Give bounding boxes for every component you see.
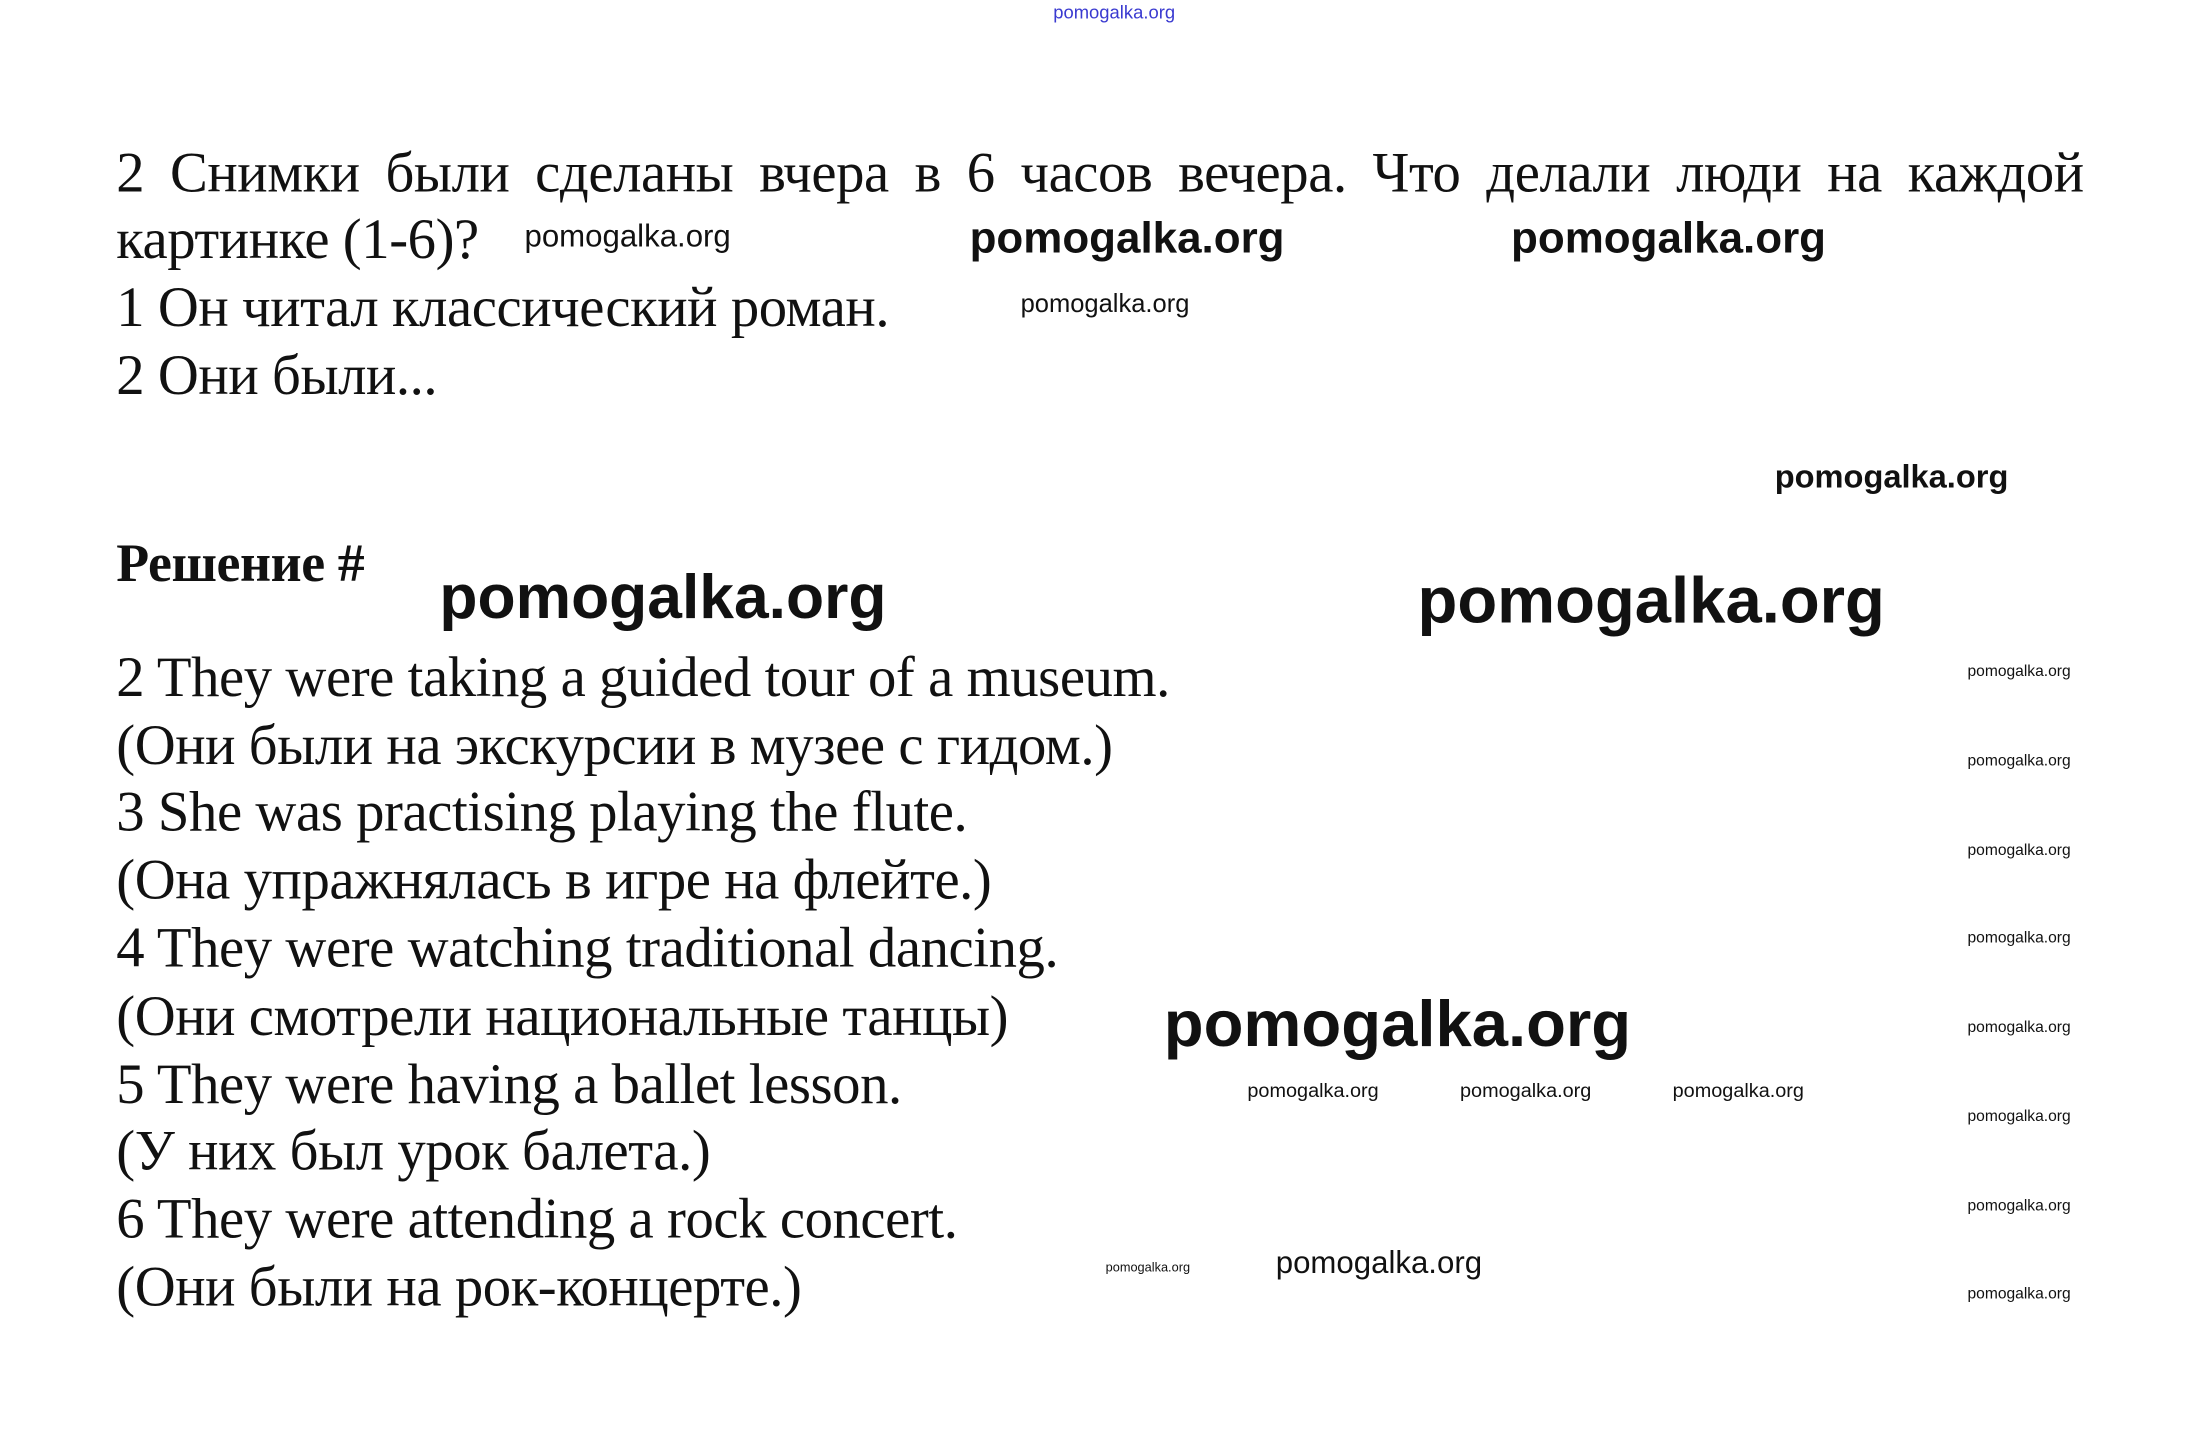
answer-line: 5 They were having a ballet lesson.	[116, 1051, 902, 1116]
answer-line: 6 They were attending a rock concert.	[116, 1186, 958, 1251]
answer-line: (Она упражнялась в игре на флейте.)	[116, 847, 992, 912]
answer-line: 3 She was practising playing the flute.	[116, 779, 968, 844]
watermark: pomogalka.org	[969, 212, 1285, 263]
watermark: pomogalka.org	[1967, 1108, 2071, 1126]
answer-line: (Они были на экскурсии в музее с гидом.)	[116, 713, 1113, 777]
watermark: pomogalka.org	[1967, 929, 2071, 947]
watermark: pomogalka.org	[524, 218, 731, 254]
watermark: pomogalka.org	[1967, 841, 2071, 860]
watermark: pomogalka.org	[1511, 212, 1827, 263]
watermark: pomogalka.org	[1967, 663, 2071, 681]
watermark: pomogalka.org	[1672, 1078, 1804, 1102]
watermark: pomogalka.org	[1967, 1285, 2071, 1303]
watermark: pomogalka.org	[1105, 1260, 1191, 1275]
watermark: pomogalka.org	[1020, 289, 1190, 318]
watermark: pomogalka.org	[1247, 1078, 1379, 1102]
example-line-2: 2 Они были...	[116, 343, 438, 407]
header-watermark-link[interactable]: pomogalka.org	[1053, 1, 1176, 23]
answer-line: (Они смотрели национальные танцы)	[116, 983, 1009, 1048]
answer-line: (У них был урок балета.)	[116, 1118, 711, 1183]
watermark: pomogalka.org	[439, 562, 887, 633]
example-line-1: 1 Он читал классический роман.	[116, 274, 890, 339]
watermark: pomogalka.org	[1967, 1019, 2071, 1037]
task-text-line-1: 2 Снимки были сделаны вчера в 6 часов вечера. Что делали люди на каждой	[116, 140, 2084, 205]
watermark: pomogalka.org	[1774, 457, 2009, 495]
answer-line: 2 They were taking a guided tour of a museum.	[116, 644, 1170, 709]
solution-heading: Решение #	[116, 534, 365, 594]
watermark: pomogalka.org	[1417, 562, 1885, 637]
answer-line: (Они были на рок-концерте.)	[116, 1254, 802, 1319]
watermark: pomogalka.org	[1163, 986, 1632, 1061]
watermark: pomogalka.org	[1967, 1197, 2071, 1215]
watermark: pomogalka.org	[1460, 1078, 1592, 1102]
watermark: pomogalka.org	[1967, 752, 2071, 770]
watermark: pomogalka.org	[1275, 1244, 1483, 1281]
task-text-line-2: картинке (1-6)?	[116, 206, 479, 271]
answer-line: 4 They were watching traditional dancing.	[116, 915, 1059, 980]
